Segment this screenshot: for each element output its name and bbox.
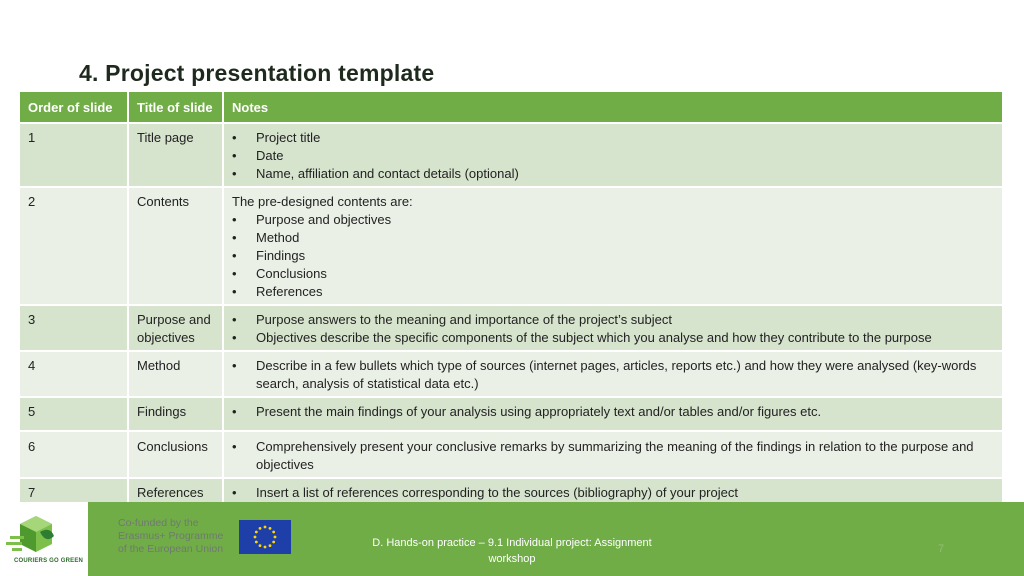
bullet-item: • Project title: [232, 129, 994, 147]
page-number: 7: [938, 543, 945, 555]
eu-star: [264, 546, 267, 549]
cell-title: Method: [128, 351, 223, 397]
bullet-item: • Method: [232, 229, 994, 247]
bullet-item: • Insert a list of references corresponding to the sources (bibliography) of your project: [232, 484, 994, 502]
cell-title: Title page: [128, 123, 223, 187]
table-row: [20, 431, 1003, 478]
notes-intro: The pre-designed contents are:: [232, 194, 413, 209]
bullet-item: • Name, affiliation and contact details (optional): [232, 165, 994, 183]
eu-star: [269, 544, 272, 547]
cell-title: Purpose and objectives: [128, 305, 223, 351]
cell-notes: [223, 187, 1003, 305]
header-title: Title of slide: [128, 92, 223, 123]
eu-star: [269, 527, 272, 530]
cell-title: References: [128, 478, 223, 511]
eu-star: [255, 541, 258, 544]
bullet-item: • Conclusions: [232, 265, 994, 283]
cell-order: 7: [20, 478, 128, 511]
logo-text: COURIERS GO GREEN: [14, 558, 84, 564]
eu-star: [274, 536, 277, 539]
template-table: [20, 92, 1004, 512]
eu-flag-icon: [239, 520, 291, 554]
bullet-item: • Describe in a few bullets which type of sources (internet pages, articles, reports etc.) and how they were analysed (key-words search, analysis of statistical data etc.): [232, 357, 994, 393]
cell-notes: [223, 305, 1003, 351]
truck-leaf-icon: [0, 502, 88, 562]
bullet-item: • Purpose and objectives: [232, 211, 994, 229]
cell-order: 3: [20, 305, 128, 351]
eu-star: [255, 531, 258, 534]
bullet-item: • Purpose answers to the meaning and importance of the project’s subject: [232, 311, 994, 329]
table-row: [20, 187, 1003, 305]
eu-star: [254, 536, 257, 539]
cell-title: Conclusions: [128, 431, 223, 478]
cell-title: Findings: [128, 397, 223, 431]
eu-star: [272, 531, 275, 534]
bullet-item: • Date: [232, 147, 994, 165]
couriers-go-green-logo: [0, 502, 88, 576]
cell-notes: [223, 397, 1003, 431]
cell-order: 2: [20, 187, 128, 305]
cofunded-line: Co-funded by the: [118, 517, 199, 529]
eu-star: [272, 541, 275, 544]
cell-order: 1: [20, 123, 128, 187]
cofunded-line: Erasmus+ Programme: [118, 530, 224, 542]
eu-flag-background: [239, 520, 291, 554]
cell-order: 6: [20, 431, 128, 478]
slide-title: 4. Project presentation template: [79, 60, 435, 86]
cell-order: 5: [20, 397, 128, 431]
cell-order: 4: [20, 351, 128, 397]
bullet-item: • References: [232, 283, 994, 301]
bullet-item: • Comprehensively present your conclusive remarks by summarizing the meaning of the findings in relation to the purpose and objectives: [232, 438, 994, 474]
table-header-row: [20, 92, 1003, 123]
bullet-item: • Objectives describe the specific components of the subject which you analyse and how they contribute to the purpose: [232, 329, 994, 347]
cofunded-text: [118, 517, 223, 556]
footer-caption: D. Hands-on practice – 9.1 Individual project: Assignment workshop: [372, 537, 652, 565]
cell-notes: [223, 351, 1003, 397]
eu-star: [259, 544, 262, 547]
bullet-item: • Findings: [232, 247, 994, 265]
table-row: [20, 351, 1003, 397]
table-row: [20, 397, 1003, 431]
cell-title: Contents: [128, 187, 223, 305]
header-order: Order of slide: [20, 92, 128, 123]
eu-star: [259, 527, 262, 530]
cell-notes: [223, 123, 1003, 187]
bullet-item: • Present the main findings of your analysis using appropriately text and/or tables and/or figures etc.: [232, 403, 994, 421]
table-row: [20, 123, 1003, 187]
header-notes: Notes: [223, 92, 1003, 123]
cofunded-line: of the European Union: [118, 543, 224, 555]
eu-star: [264, 526, 267, 529]
cell-notes: [223, 431, 1003, 478]
table-row: [20, 305, 1003, 351]
